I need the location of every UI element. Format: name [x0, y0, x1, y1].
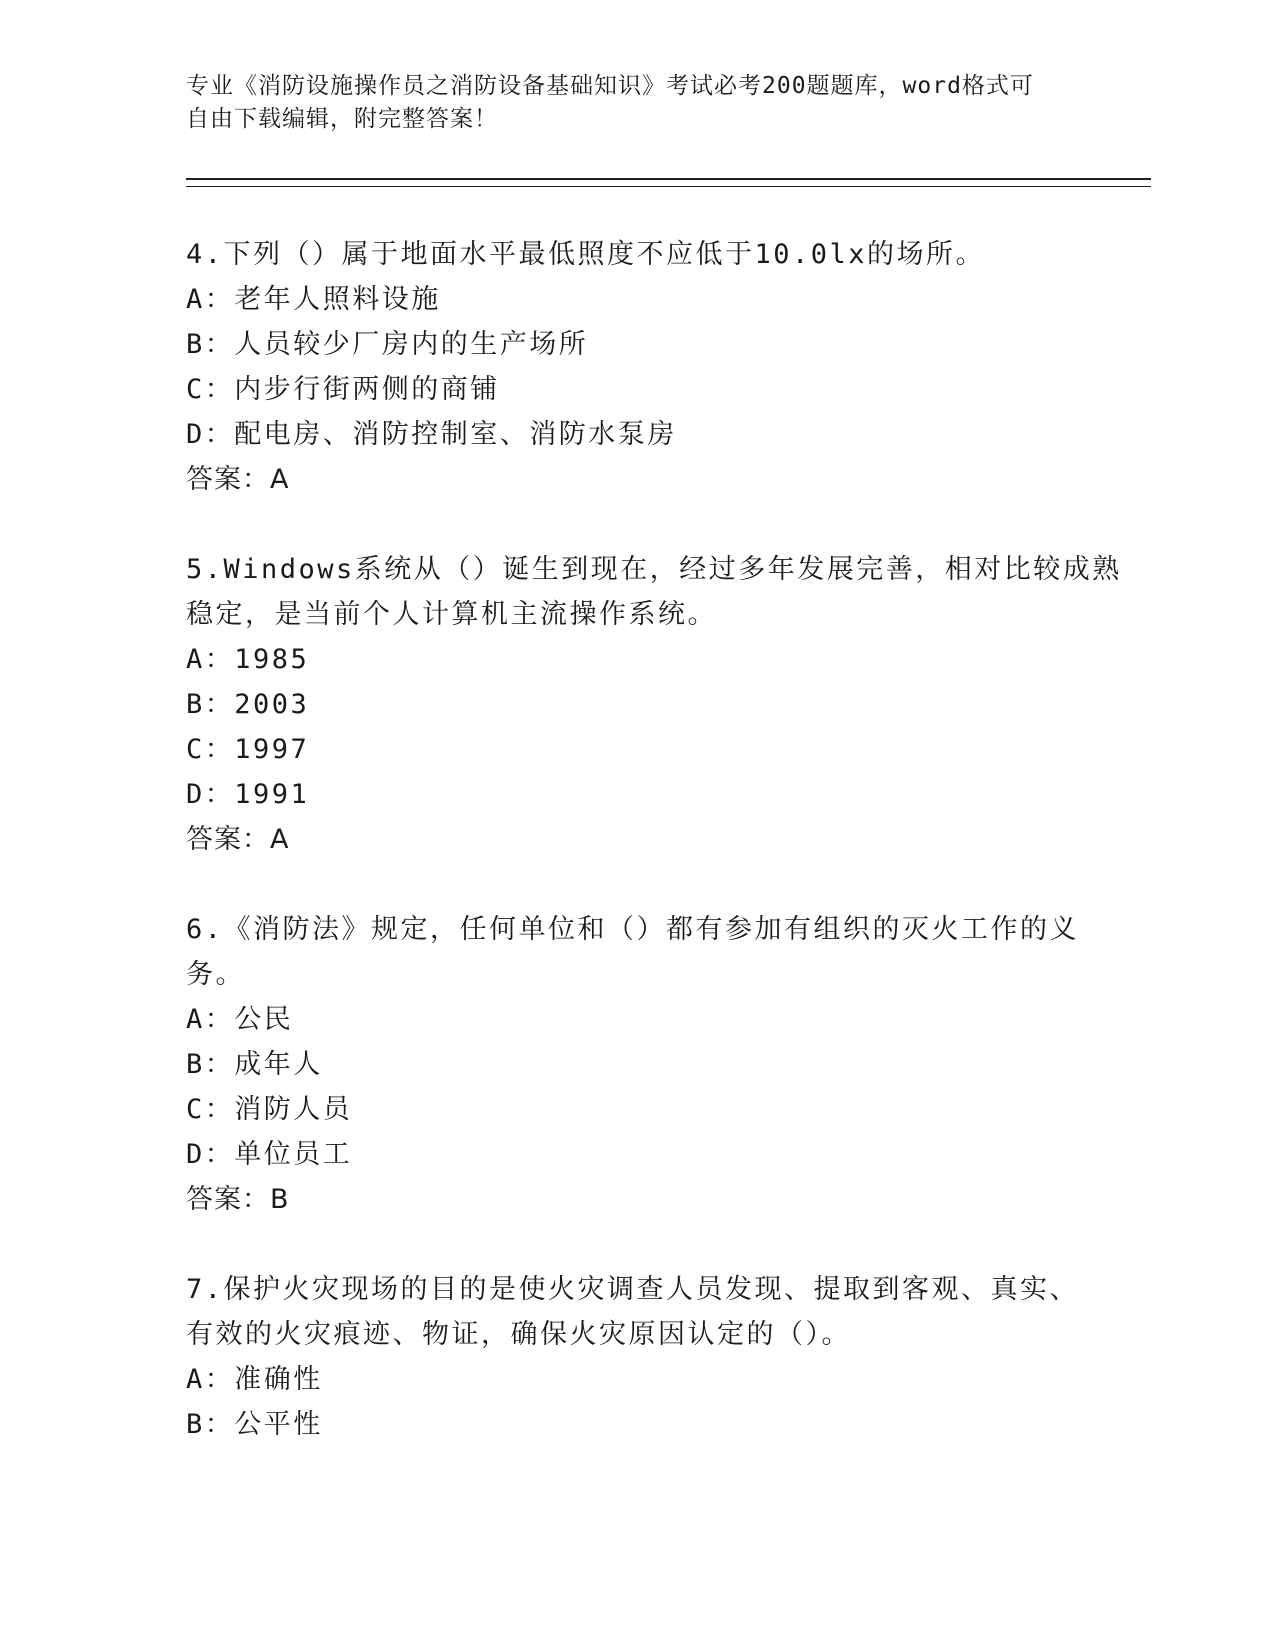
- option-a: A：公民: [186, 1004, 294, 1035]
- question-stem: 4.下列（）属于地面水平最低照度不应低于10.0lx的场所。: [186, 239, 986, 270]
- answer-line: 答案：A: [186, 824, 290, 855]
- option-b: B：成年人: [186, 1049, 323, 1080]
- option-a: A：1985: [186, 644, 310, 675]
- option-c: C：内步行街两侧的商铺: [186, 374, 500, 405]
- option-a: A：老年人照料设施: [186, 284, 441, 315]
- option-c: C：消防人员: [186, 1094, 353, 1125]
- answer-line: 答案：A: [186, 464, 290, 495]
- question-6: [186, 907, 1126, 1222]
- option-d: D：1991: [186, 779, 310, 810]
- option-d: D：配电房、消防控制室、消防水泵房: [186, 419, 677, 450]
- question-5: [186, 547, 1126, 862]
- question-7: [186, 1267, 1126, 1447]
- question-stem: 稳定，是当前个人计算机主流操作系统。: [186, 599, 717, 630]
- option-b: B：2003: [186, 689, 310, 720]
- header-line: 自由下载编辑，附完整答案！: [186, 106, 498, 132]
- option-b: B：人员较少厂房内的生产场所: [186, 329, 589, 360]
- answer-line: 答案：B: [186, 1184, 290, 1215]
- question-stem: 7.保护火灾现场的目的是使火灾调查人员发现、提取到客观、真实、: [186, 1274, 1080, 1305]
- header-line: 专业《消防设施操作员之消防设备基础知识》考试必考200题题库，word格式可: [186, 73, 1034, 99]
- option-a: A：准确性: [186, 1364, 323, 1395]
- question-stem: 有效的火灾痕迹、物证，确保火灾原因认定的（）。: [186, 1319, 851, 1350]
- document-header: [186, 70, 1086, 136]
- option-d: D：单位员工: [186, 1139, 353, 1170]
- option-c: C：1997: [186, 734, 310, 765]
- question-4: [186, 232, 1126, 502]
- question-stem: 务。: [186, 959, 245, 990]
- option-b: B：公平性: [186, 1409, 323, 1440]
- question-stem: 6.《消防法》规定，任何单位和（）都有参加有组织的灭火工作的义: [186, 914, 1080, 945]
- header-divider: [186, 178, 1151, 187]
- question-list: [186, 232, 1126, 1492]
- question-stem: 5.Windows系统从（）诞生到现在，经过多年发展完善，相对比较成熟: [186, 554, 1122, 585]
